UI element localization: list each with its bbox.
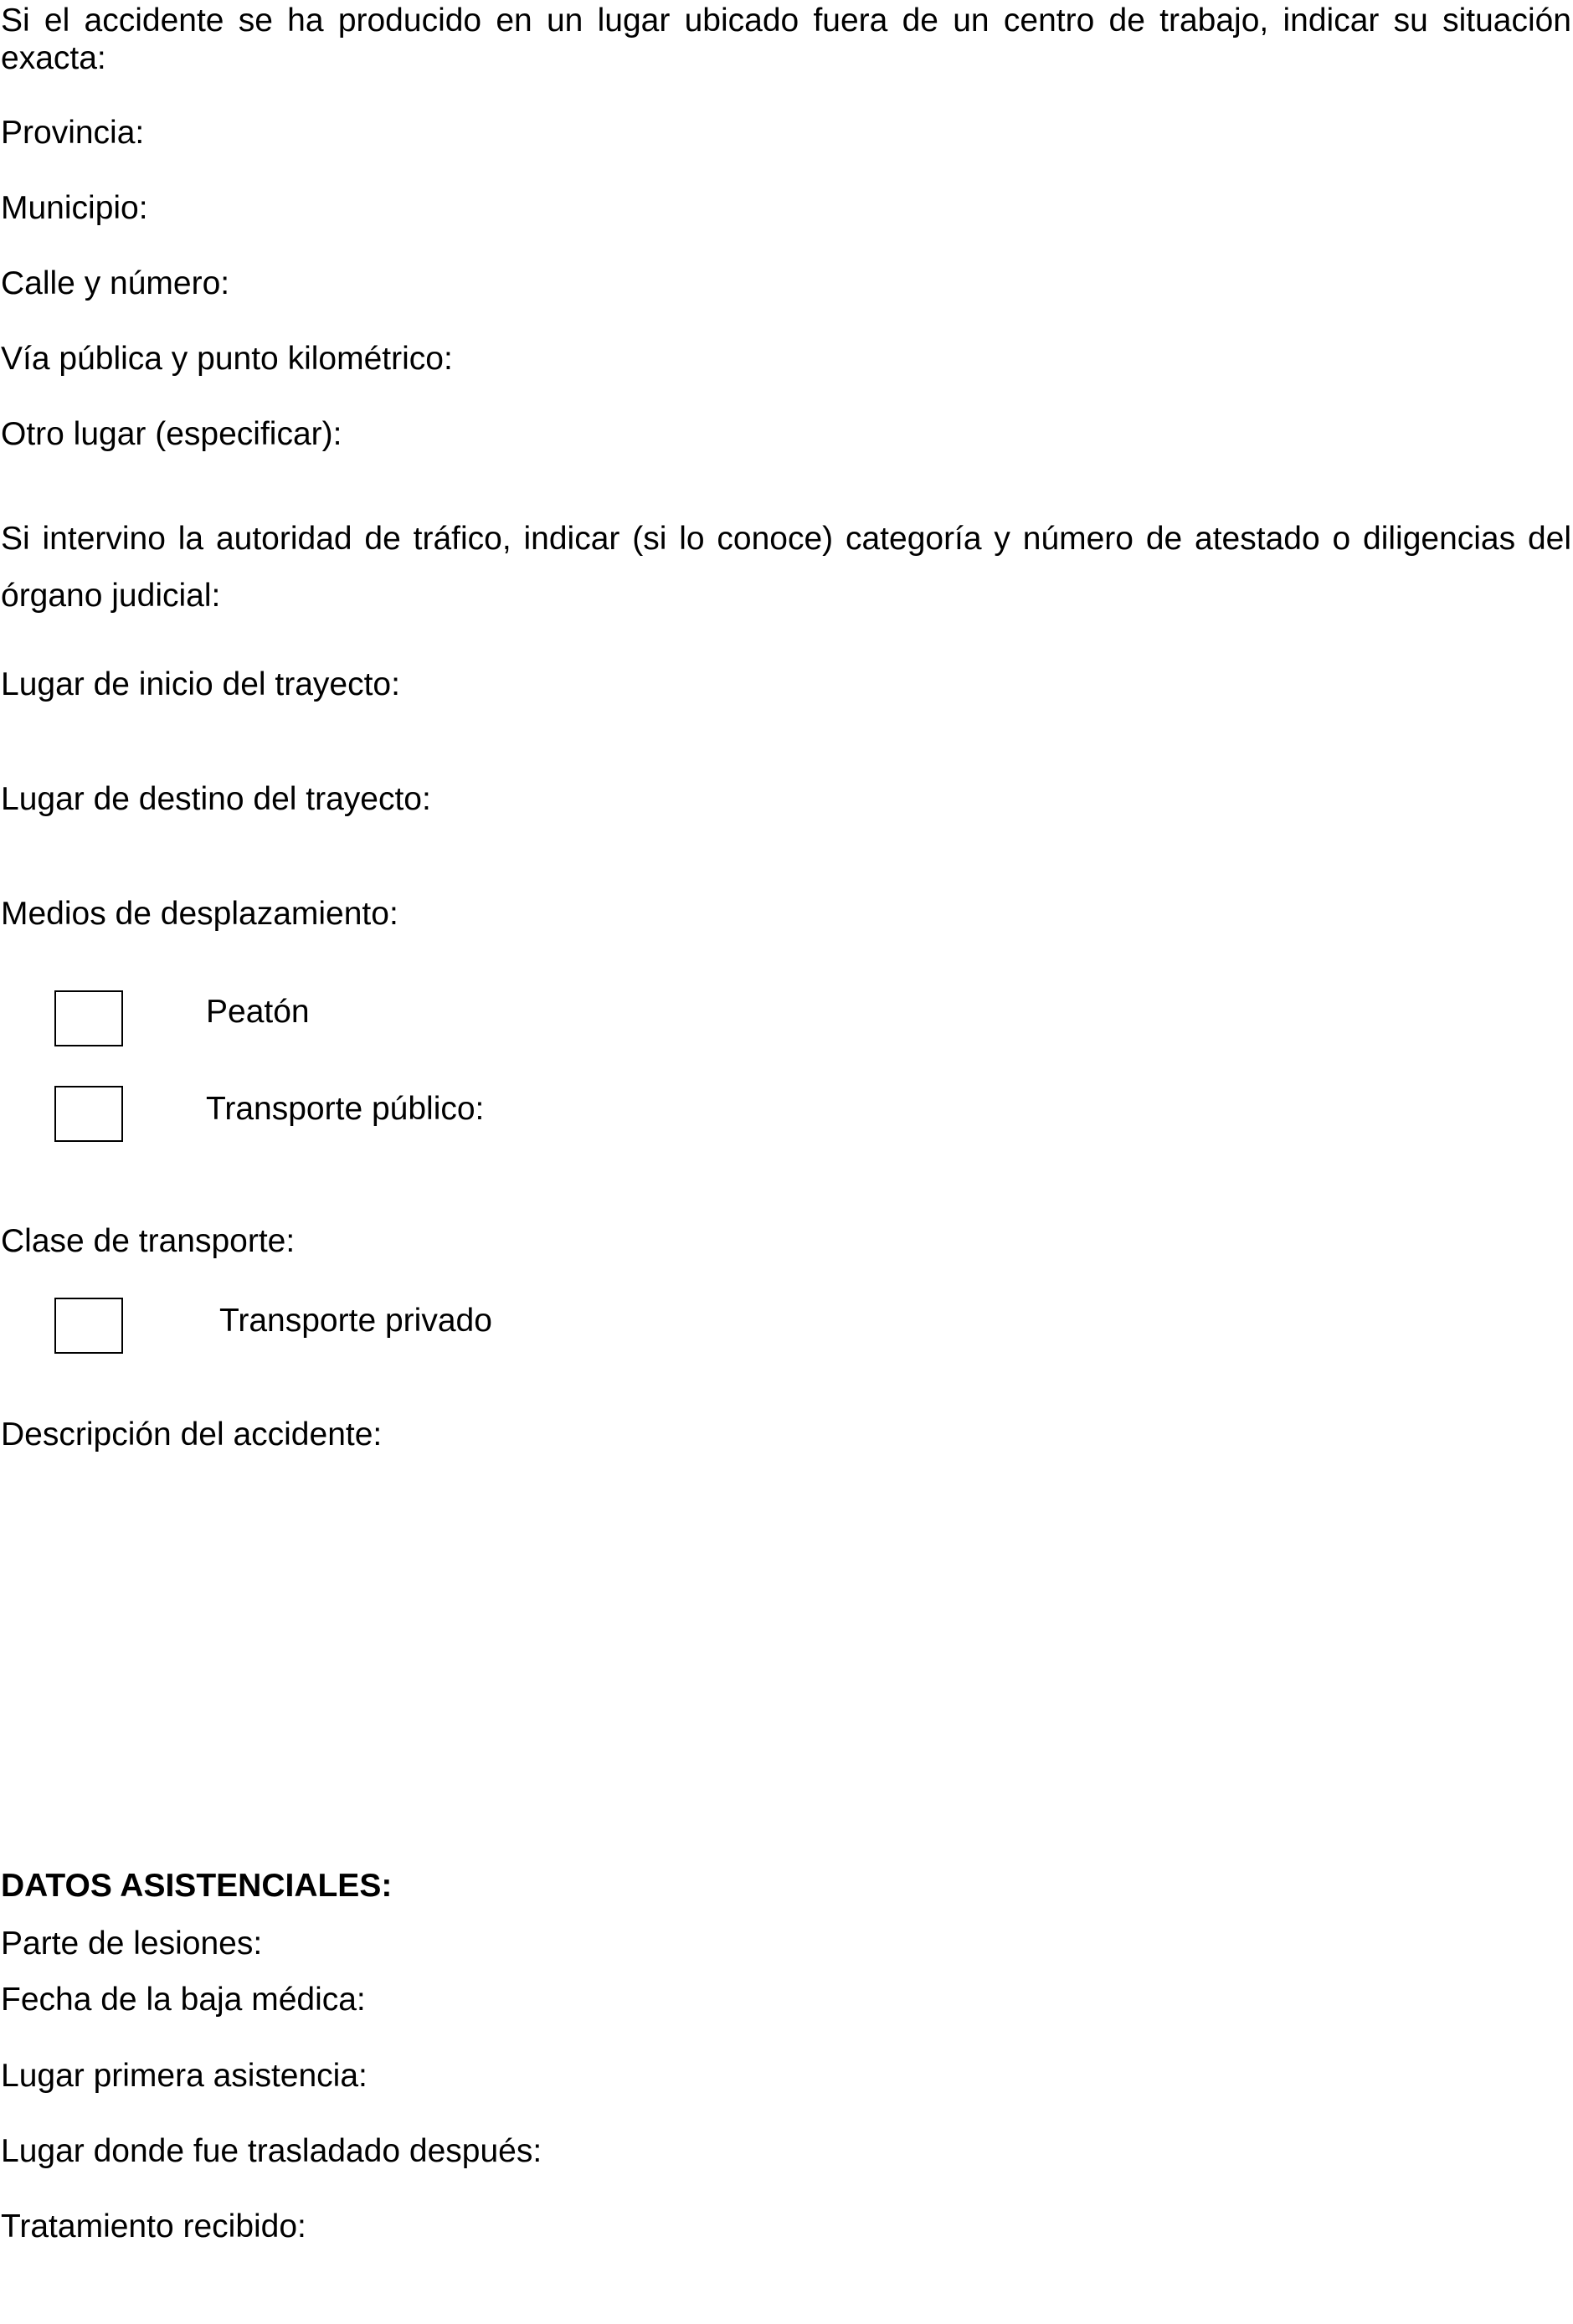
tratamiento-label: Tratamiento recibido: xyxy=(1,2208,306,2244)
medios-desplazamiento-label: Medios de desplazamiento: xyxy=(1,896,398,932)
lugar-destino-label: Lugar de destino del trayecto: xyxy=(1,781,431,817)
via-publica-label: Vía pública y punto kilométrico: xyxy=(1,341,453,377)
provincia-label: Provincia: xyxy=(1,115,145,151)
traffic-authority-paragraph: Si intervino la autoridad de tráfico, indicar (si lo conoce) categoría y número de atestado o diligencias del órgano judicial: xyxy=(1,521,1571,614)
parte-lesiones-label: Parte de lesiones: xyxy=(1,1926,263,1962)
peaton-label: Peatón xyxy=(206,994,310,1030)
clase-transporte-label: Clase de transporte: xyxy=(1,1223,296,1259)
calle-label: Calle y número: xyxy=(1,265,230,301)
fecha-baja-label: Fecha de la baja médica: xyxy=(1,1982,366,2018)
lugar-inicio-label: Lugar de inicio del trayecto: xyxy=(1,666,400,702)
lugar-traslado-label: Lugar donde fue trasladado después: xyxy=(1,2133,542,2169)
transporte-privado-label: Transporte privado xyxy=(219,1303,492,1339)
transporte-publico-checkbox[interactable] xyxy=(54,1086,123,1142)
municipio-label: Municipio: xyxy=(1,190,148,226)
transporte-publico-label: Transporte público: xyxy=(206,1091,485,1127)
otro-lugar-label: Otro lugar (especificar): xyxy=(1,416,342,452)
lugar-primera-asistencia-label: Lugar primera asistencia: xyxy=(1,2058,368,2094)
peaton-checkbox[interactable] xyxy=(54,990,123,1046)
intro-paragraph: Si el accidente se ha producido en un lugar ubicado fuera de un centro de trabajo, indicar su situación exacta: xyxy=(1,3,1571,76)
transporte-privado-checkbox[interactable] xyxy=(54,1298,123,1354)
descripcion-accidente-label: Descripción del accidente: xyxy=(1,1417,383,1452)
datos-asistenciales-heading: DATOS ASISTENCIALES: xyxy=(1,1868,393,1904)
